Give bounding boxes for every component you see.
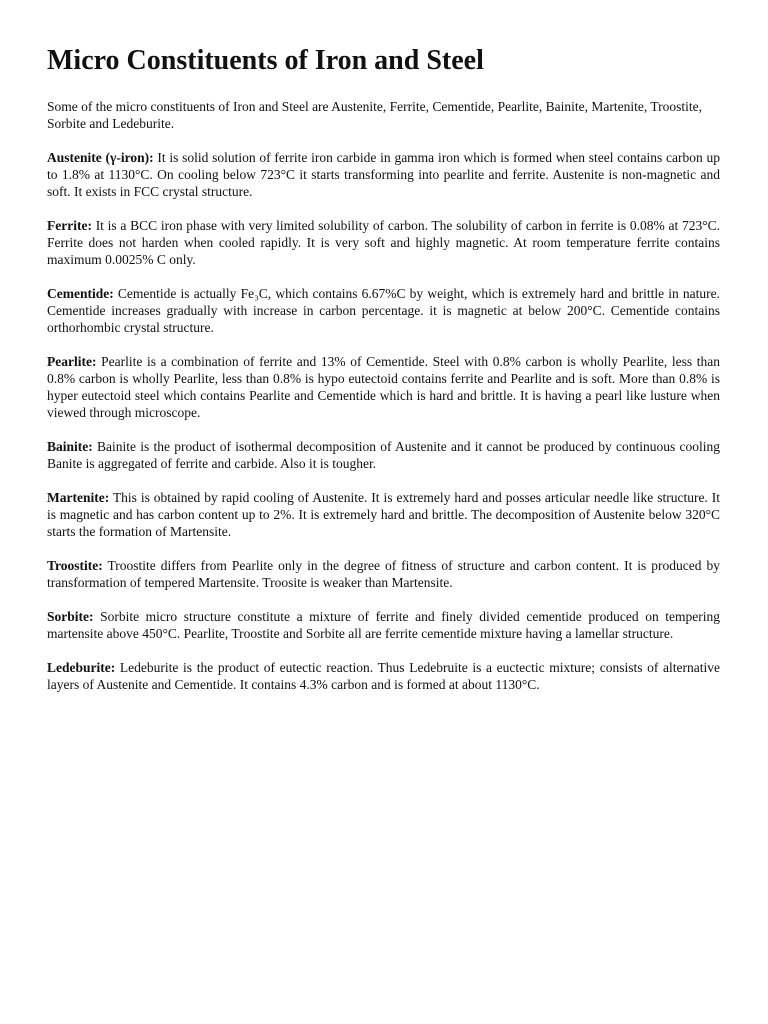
term-austenite: Austenite (γ-iron):: [47, 150, 154, 165]
definition-pearlite: Pearlite is a combination of ferrite and 13% of Cementide. Steel with 0.8% carbon is wholly Pearlite, less than 0.8% carbon is wholly Pearlite, less than 0.8% is hypo eutectoid contains ferrite and Pearlite and is soft. More than 0.8% is hyper eutectoid steel which contains Pearlite and Cementide which is hard and brittle. It is having a pearl like lusture when viewed through microscope.: [47, 354, 720, 420]
term-ledeburite: Ledeburite:: [47, 660, 116, 675]
section-bainite: [47, 438, 720, 472]
section-ferrite: [47, 217, 720, 268]
term-ferrite: Ferrite:: [47, 218, 92, 233]
section-sorbite: [47, 608, 720, 642]
section-martenite: [47, 489, 720, 540]
definition-cementide: Cementide is actually Fe₃C, which contains 6.67%C by weight, which is extremely hard and brittle in nature. Cementide increases gradually with increase in carbon percentage. it is magnetic at below 200°C. Cementide contains orthorhombic crystal structure.: [47, 286, 720, 335]
definition-troostite: Troostite differs from Pearlite only in the degree of fitness of structure and carbon content. It is produced by transformation of tempered Martensite. Troosite is weaker than Martensite.: [47, 558, 720, 590]
definition-ferrite: It is a BCC iron phase with very limited solubility of carbon. The solubility of carbon in ferrite is 0.08% at 723°C. Ferrite does not harden when cooled rapidly. It is very soft and highly magnetic. At room temperature ferrite contains maximum 0.0025% C only.: [47, 218, 720, 267]
section-austenite: [47, 149, 720, 200]
definition-ledeburite: Ledeburite is the product of eutectic reaction. Thus Ledebruite is a euctectic mixture; consists of alternative layers of Austenite and Cementide. It contains 4.3% carbon and is formed at about 1130°C.: [47, 660, 720, 692]
term-troostite: Troostite:: [47, 558, 103, 573]
definition-sorbite: Sorbite micro structure constitute a mixture of ferrite and finely divided cementide produced on tempering martensite above 450°C. Pearlite, Troostite and Sorbite all are ferrite cementide mixture having a lamellar structure.: [47, 609, 720, 641]
definition-bainite: Bainite is the product of isothermal decomposition of Austenite and it cannot be produced by continuous cooling Banite is aggregated of ferrite and carbide. Also it is tougher.: [47, 439, 720, 471]
section-ledeburite: [47, 659, 720, 693]
section-pearlite: [47, 353, 720, 421]
term-bainite: Bainite:: [47, 439, 93, 454]
document-title: Micro Constituents of Iron and Steel: [47, 45, 484, 76]
definition-martenite: This is obtained by rapid cooling of Austenite. It is extremely hard and posses articular needle like structure. It is magnetic and has carbon content up to 2%. It is extremely hard and brittle. The decomposition of Austenite below 320°C starts the formation of Martensite.: [47, 490, 720, 539]
document-page: [47, 44, 720, 710]
section-cementide: [47, 285, 720, 336]
definition-austenite: It is solid solution of ferrite iron carbide in gamma iron which is formed when steel contains carbon up to 1.8% at 1130°C. On cooling below 723°C it starts transforming into pearlite and ferrite. Austenite is non-magnetic and soft. It exists in FCC crystal structure.: [47, 150, 720, 199]
section-troostite: [47, 557, 720, 591]
term-martenite: Martenite:: [47, 490, 110, 505]
term-sorbite: Sorbite:: [47, 609, 94, 624]
term-cementide: Cementide:: [47, 286, 114, 301]
intro-paragraph: Some of the micro constituents of Iron and Steel are Austenite, Ferrite, Cementide, Pearlite, Bainite, Martenite, Troostite, Sorbite and Ledeburite.: [47, 99, 702, 131]
term-pearlite: Pearlite:: [47, 354, 97, 369]
